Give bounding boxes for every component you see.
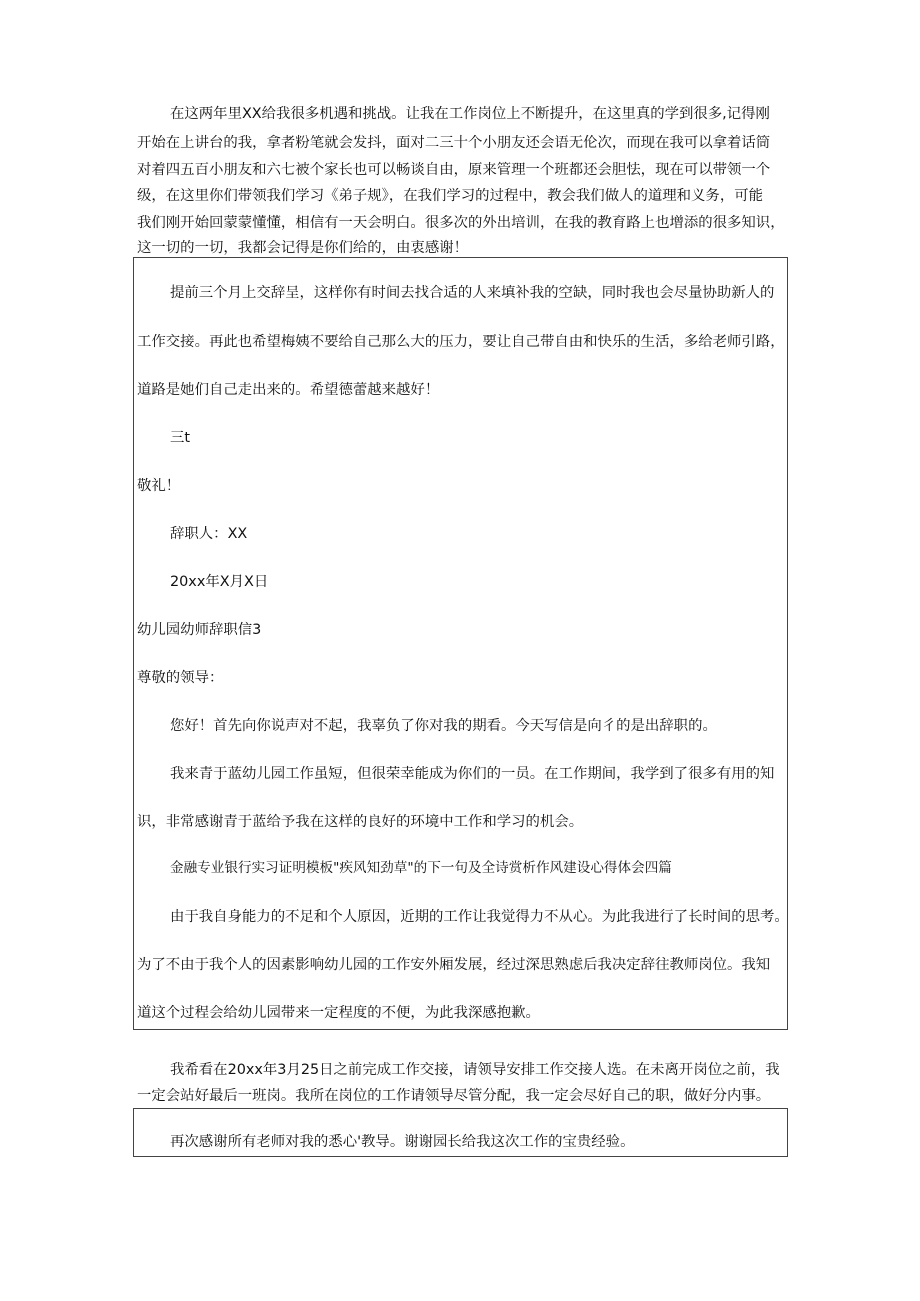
intro-line: 在这两年里XX给我很多机遇和挑战。让我在工作岗位上不断提升，在这里真的学到很多,记得刚 xyxy=(170,106,770,122)
box-line: 提前三个月上交辞呈，这样你有时间去找合适的人来填补我的空缺，同时我也会尽量协助新人的 xyxy=(170,285,775,301)
middle-line: 一定会站好最后一班岗。我所在岗位的工作请领导尽管分配，我一定会尽好自己的职，做好分内事。 xyxy=(137,1088,771,1104)
signer-text: 辞职人：XX xyxy=(170,526,248,542)
intro-line: 级，在这里你们带领我们学习《弟子规》，在我们学习的过程中，教会我们做人的道理和义务，可能 xyxy=(137,188,763,204)
thanks-line: 再次感谢所有老师对我的悉心'教导。谢谢园长给我这次工作的宝贵经验。 xyxy=(170,1134,635,1150)
intro-line: 开始在上讲台的我，拿者粉笔就会发抖，面对二三十个小朋友还会语无伦次，而现在我可以拿着话筒 xyxy=(137,135,771,151)
intro-line: 我们刚开始回蒙蒙懂懂，相信有一天会明白。很多次的外出培训，在我的教育路上也增添的很多知识， xyxy=(137,215,785,231)
box-line: 我来青于蓝幼儿园工作虽短，但很荣幸能成为你们的一员。在工作期间，我学到了很多有用的知 xyxy=(170,766,775,782)
related-articles-link[interactable]: 金融专业银行实习证明模板"疾风知劲草"的下一句及全诗赏析作风建设心得体会四篇 xyxy=(170,860,672,876)
box-line: 道路是她们自己走出来的。希望德蕾越来越好！ xyxy=(137,382,440,398)
box-line: 道这个过程会给幼儿园带来一定程度的不便，为此我深感抱歉。 xyxy=(137,1005,540,1021)
intro-line: 这一切的一切，我都会记得是你们给的，由衷感谢！ xyxy=(137,240,468,256)
middle-line: 我希看在20xx年3月25日之前完成工作交接，请领导安排工作交接人选。在未离开岗位之前，我 xyxy=(170,1062,780,1078)
box-line: 工作交接。再此也希望梅姨不要给自己那么大的压力，要让自己带自由和快乐的生活，多给老师引路， xyxy=(137,334,785,350)
letter-heading: 幼儿园幼师辞职信3 xyxy=(137,622,262,638)
apology-paragraph: 您好！首先向你说声对不起，我辜负了你对我的期看。今天写信是向彳的是出辞职的。 xyxy=(170,718,717,734)
greeting-text: 尊敬的领导： xyxy=(137,670,224,686)
box-line: 为了不由于我个人的因素影响幼儿园的工作安外厢发展，经过深思熟虑后我决定辞往教师岗位。我知 xyxy=(137,957,771,973)
box-line: 识，非常感谢青于蓝给予我在这样的良好的环境中工作和学习的机会。 xyxy=(137,814,584,830)
date-text: 20xx年X月X日 xyxy=(170,574,269,590)
box-line: 由于我自身能力的不足和个人原因，近期的工作让我觉得力不从心。为此我进行了长时间的思考。 xyxy=(170,909,789,925)
intro-line: 对着四五百小朋友和六七被个家长也可以畅谈自由，原来管理一个班都还会胆怯，现在可以带领一个 xyxy=(137,162,771,178)
closing-text: 三t xyxy=(170,430,191,446)
salute-text: 敬礼！ xyxy=(137,478,181,494)
